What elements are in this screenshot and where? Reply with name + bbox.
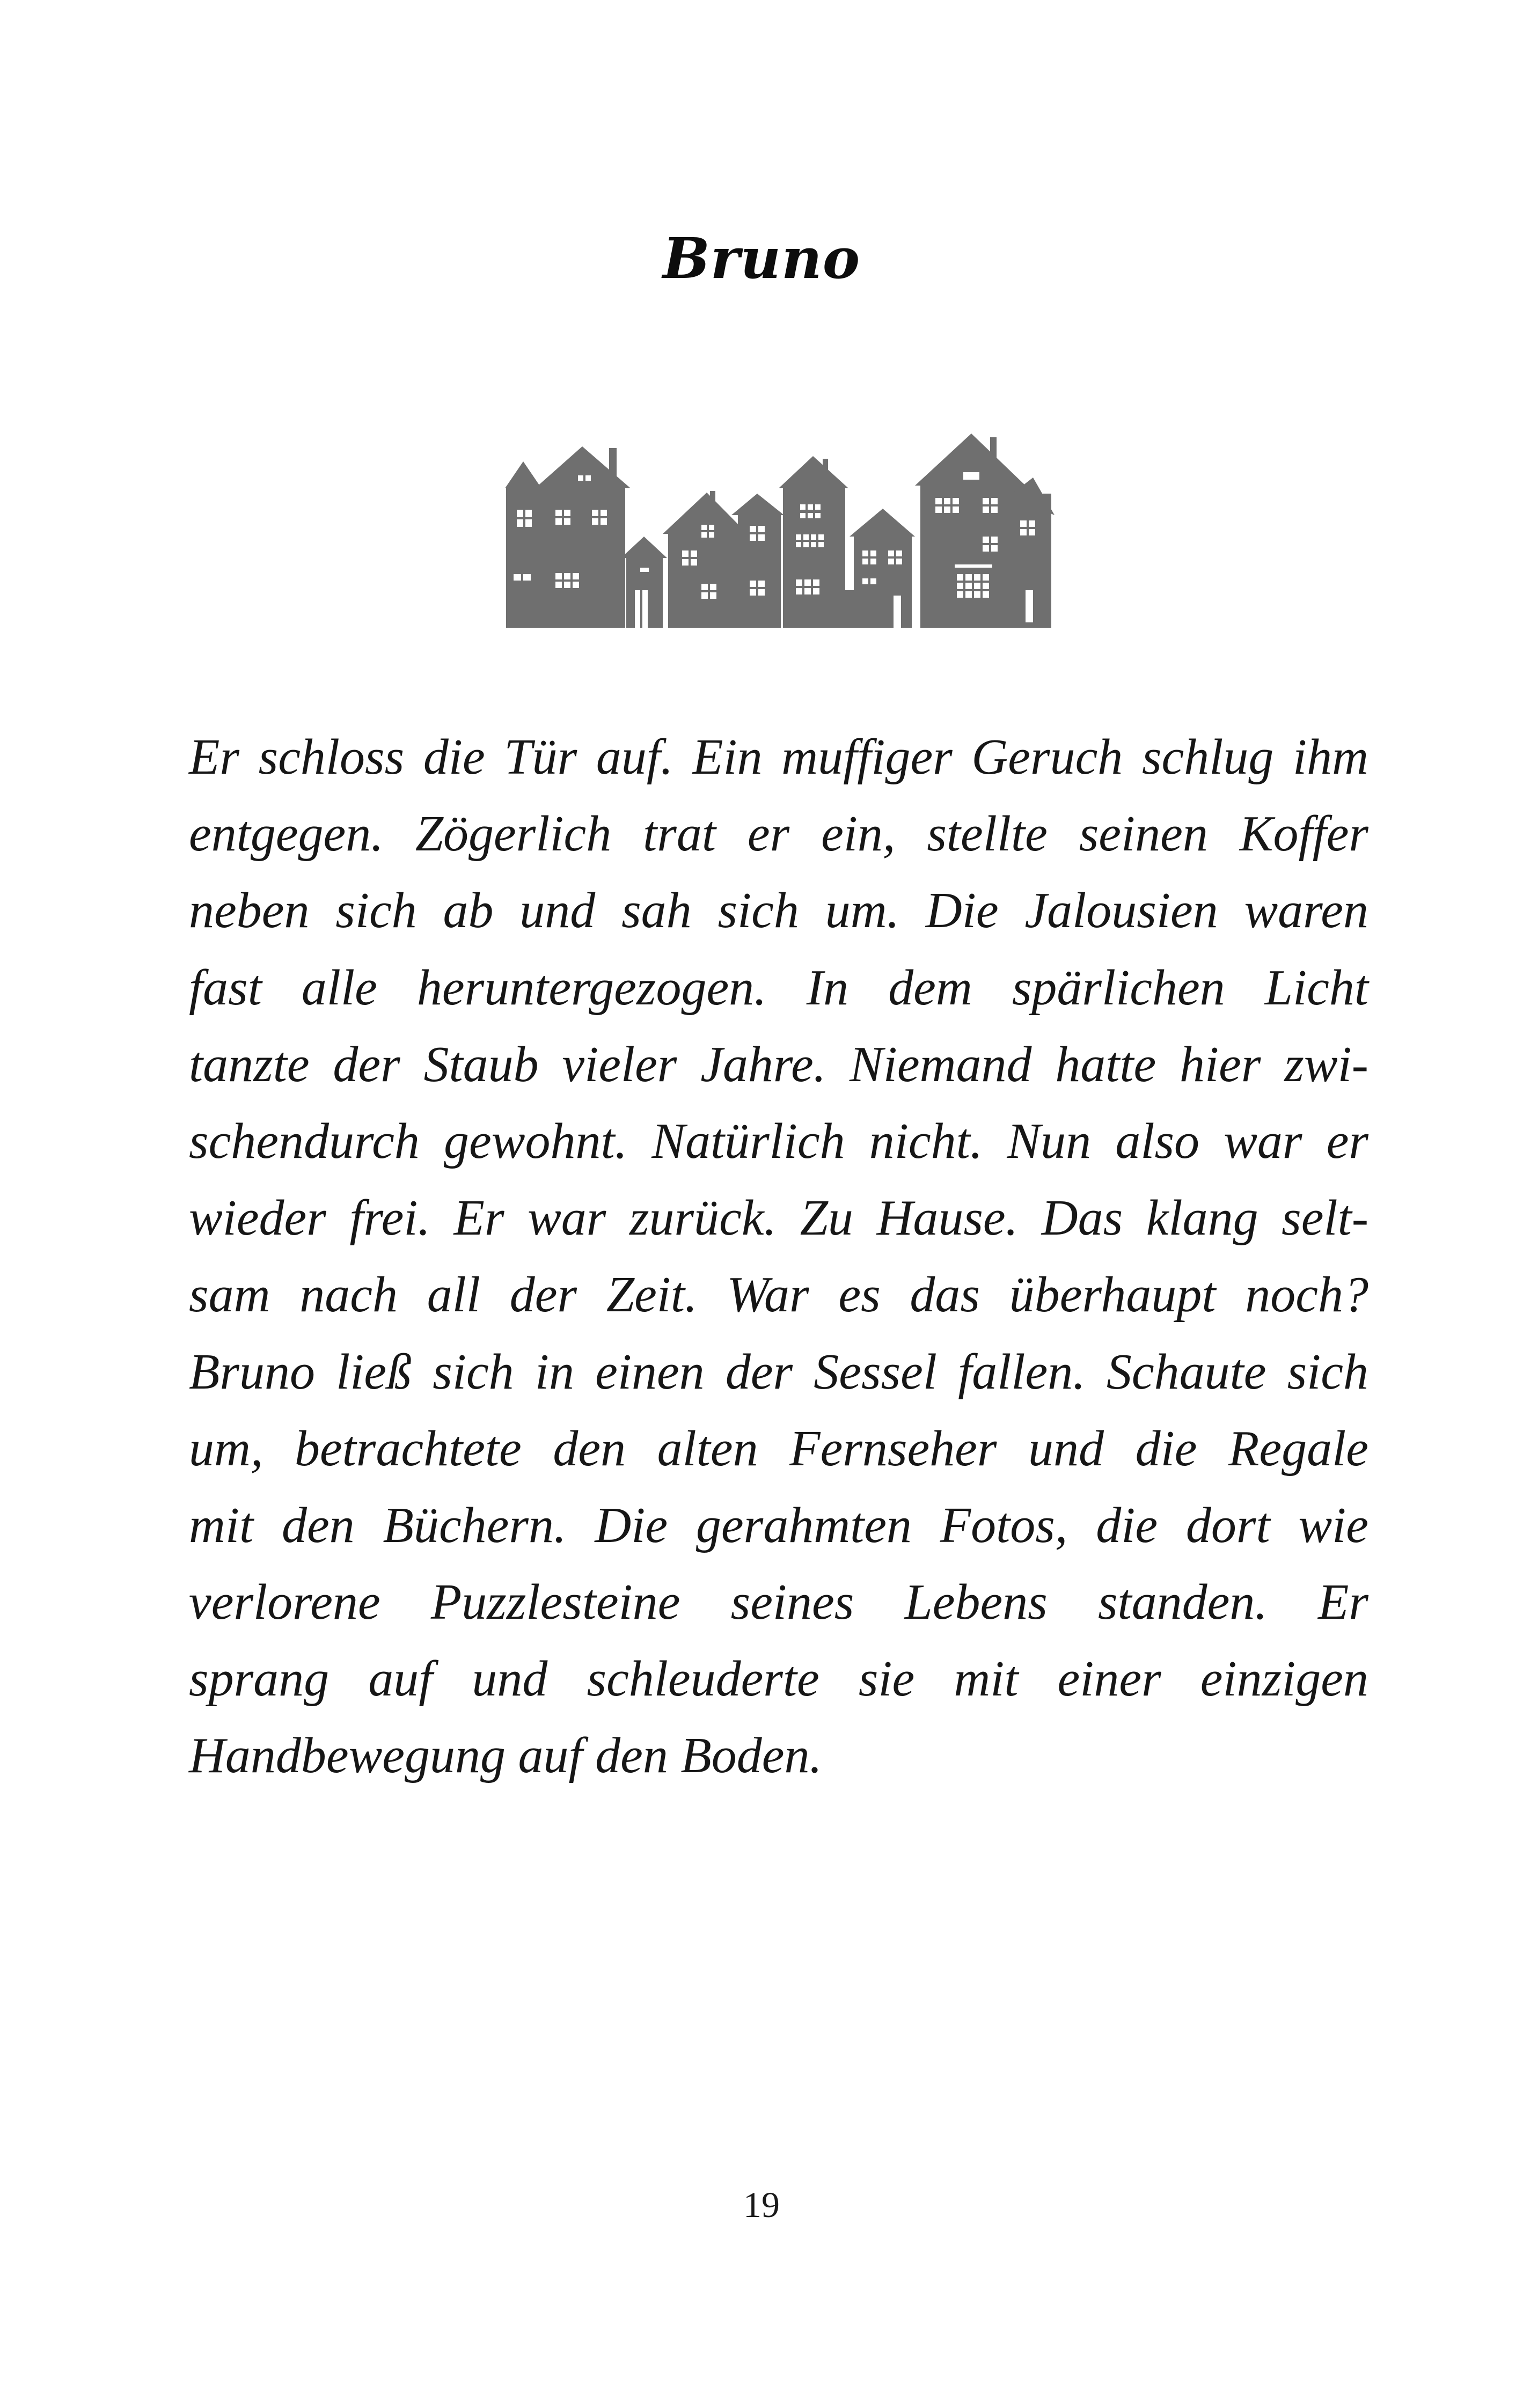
body-line: Bruno ließ sich in einen der Sessel fallen. Schaute sich	[189, 1344, 1368, 1400]
body-line: um, betrachtete den alten Fernseher und die Regale	[189, 1420, 1368, 1477]
page-number: 19	[743, 2184, 780, 2225]
body-line: wieder frei. Er war zurück. Zu Hause. Das klang selt-	[189, 1190, 1368, 1246]
body-line: fast alle heruntergezogen. In dem spärlichen Licht	[189, 959, 1368, 1016]
body-line: verlorene Puzzlesteine seines Lebens standen. Er	[189, 1574, 1368, 1631]
body-line: Er schloss die Tür auf. Ein muffiger Geruch schlug ihm	[189, 729, 1368, 785]
body-line: entgegen. Zögerlich trat er ein, stellte seinen Koffer	[189, 806, 1368, 862]
chapter-title: Bruno	[662, 225, 861, 291]
body-line: mit den Büchern. Die gerahmten Fotos, die dort wie	[189, 1497, 1368, 1553]
body-paragraph	[189, 719, 1368, 1795]
body-line: sam nach all der Zeit. War es das überhaupt noch?	[189, 1267, 1368, 1323]
body-line: sprang auf und schleuderte sie mit einer einzigen	[189, 1651, 1368, 1707]
body-line: schendurch gewohnt. Natürlich nicht. Nun also war er	[189, 1113, 1368, 1169]
body-line: Handbewegung auf den Boden.	[189, 1728, 823, 1784]
body-line: tanzte der Staub vieler Jahre. Niemand hatte hier zwi-	[189, 1036, 1368, 1092]
town-houses-silhouette-icon	[502, 429, 1060, 633]
body-line: neben sich ab und sah sich um. Die Jalousien waren	[189, 883, 1368, 939]
